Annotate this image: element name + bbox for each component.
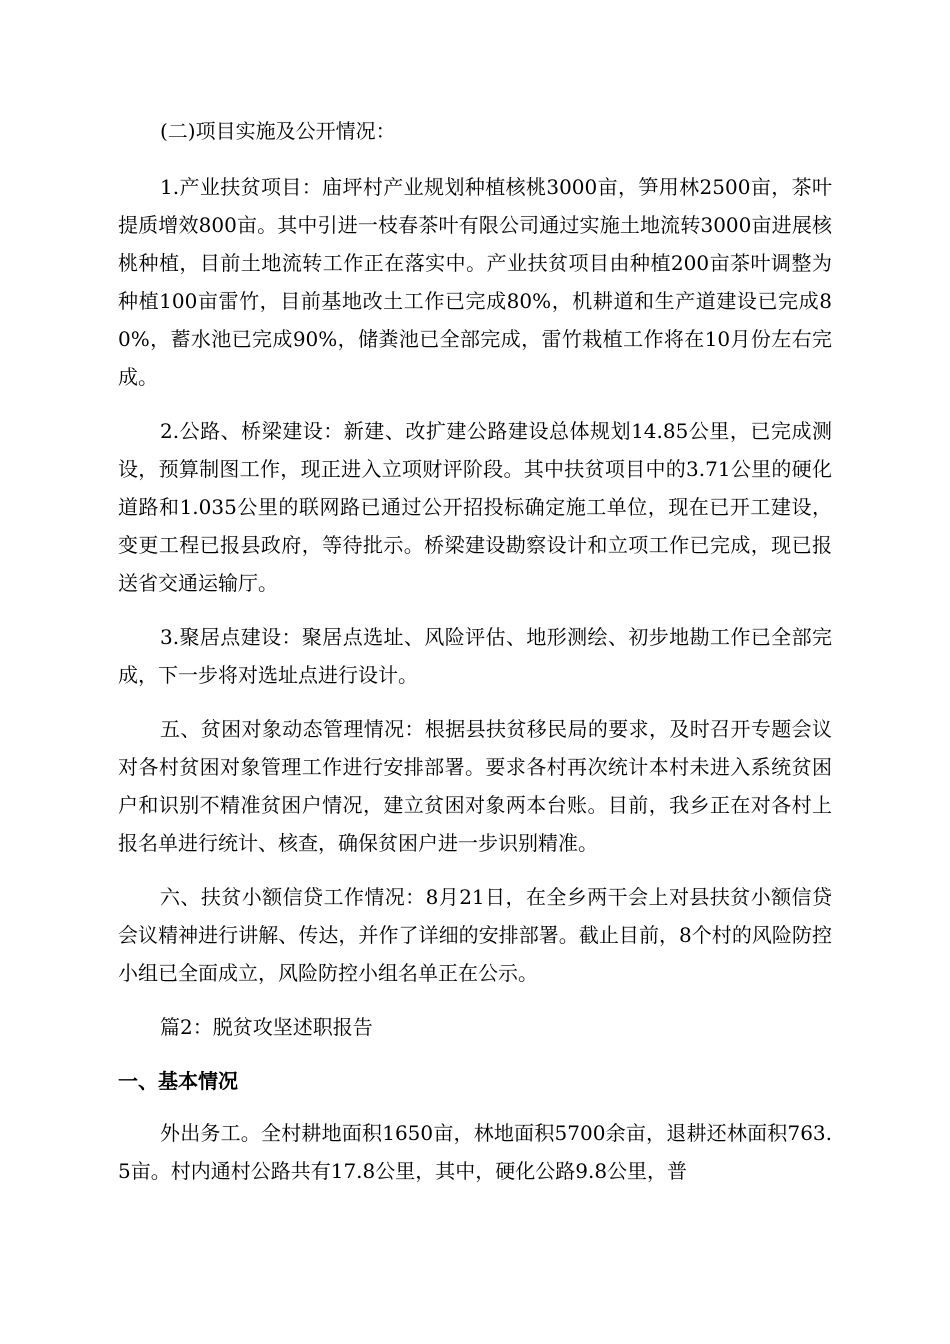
paragraph-microcredit: 六、扶贫小额信贷工作情况：8月21日，在全乡两干会上对县扶贫小额信贷会议精神进行讲解、传达，并作了详细的安排部署。截止目前，8个村的风险防控小组已全面成立，风险防控小组名单正在公示。 — [118, 885, 832, 985]
paragraph-dynamic-management: 五、贫困对象动态管理情况：根据县扶贫移民局的要求，及时召开专题会议对各村贫困对象管理工作进行安排部署。要求各村再次统计本村未进入系统贫困户和识别不精准贫困户情况，建立贫困对象两本台账。目前，我乡正在对各村上报名单进行统计、核查，确保贫困户进一步识别精准。 — [118, 717, 832, 855]
paragraph-settlement: 3.聚居点建设：聚居点选址、风险评估、地形测绘、初步地勘工作已全部完成，下一步将对选址点进行设计。 — [118, 625, 832, 687]
section-subtitle: (二)项目实施及公开情况： — [160, 119, 396, 143]
paragraph-industry-project: 1.产业扶贫项目：庙坪村产业规划种植核桃3000亩，笋用林2500亩，茶叶提质增效800亩。其中引进一枝春茶叶有限公司通过实施土地流转3000亩进展核桃种植，目前土地流转工作正在落实中。产业扶贫项目由种植200亩茶叶调整为种植100亩雷竹，目前基地改土工作已完成80%，机耕道和生产道建设已完成80%，蓄水池已完成90%，储粪池已全部完成，雷竹栽植工作将在10月份左右完成。 — [118, 175, 832, 389]
paragraph-basic-info: 外出务工。全村耕地面积1650亩，林地面积5700余亩，退耕还林面积763.5亩。村内通村公路共有17.8公里，其中，硬化公路9.8公里，普 — [118, 1121, 832, 1183]
article-2-title: 篇2：脱贫攻坚述职报告 — [160, 1015, 373, 1039]
paragraph-road-bridge: 2.公路、桥梁建设：新建、改扩建公路建设总体规划14.85公里，已完成测设，预算制图工作，现正进入立项财评阶段。其中扶贫项目中的3.71公里的硬化道路和1.035公里的联网路已通过公开招投标确定施工单位，现在已开工建设，变更工程已报县政府，等待批示。桥梁建设勘察设计和立项工作已完成，现已报送省交通运输厅。 — [118, 419, 832, 595]
heading-basic-info: 一、基本情况 — [118, 1069, 238, 1093]
